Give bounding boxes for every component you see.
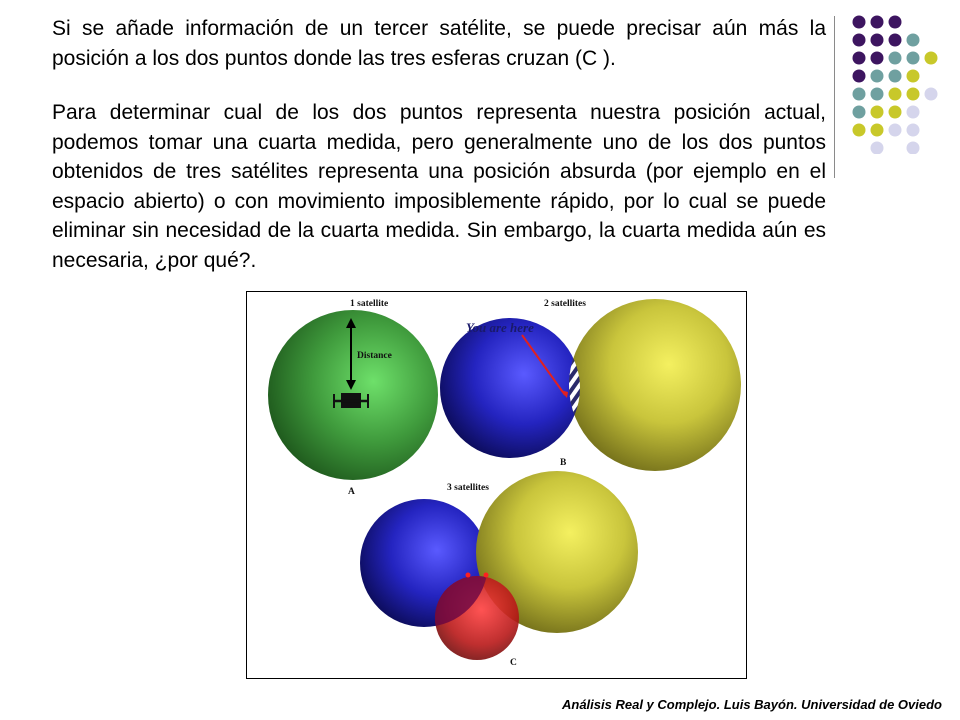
decorative-dot	[853, 124, 866, 137]
yellow-satellite-sphere	[569, 299, 741, 471]
decorative-dot	[853, 34, 866, 47]
panel-c-title: 3 satellites	[447, 483, 489, 493]
decorative-dot	[871, 16, 884, 29]
decorative-dot	[907, 34, 920, 47]
decorative-dot	[907, 70, 920, 83]
main-text	[52, 14, 826, 275]
decorative-dot-grid	[852, 14, 960, 154]
you-are-here-label: You are here	[466, 320, 534, 335]
decorative-dot	[853, 52, 866, 65]
decorative-dot	[871, 106, 884, 119]
distance-label: Distance	[357, 351, 392, 361]
decorative-dot	[871, 52, 884, 65]
divider-line	[834, 16, 835, 178]
decorative-dot	[889, 52, 902, 65]
decorative-dot	[889, 124, 902, 137]
footer-credit: Análisis Real y Complejo. Luis Bayón. Universidad de Oviedo	[562, 697, 942, 712]
panel-b-letter: B	[560, 458, 567, 468]
decorative-dot	[907, 52, 920, 65]
decorative-dot	[871, 88, 884, 101]
decorative-dot	[871, 142, 884, 155]
decorative-dot	[907, 142, 920, 155]
decorative-dot	[925, 88, 938, 101]
decorative-dot	[853, 88, 866, 101]
decorative-dot	[889, 88, 902, 101]
decorative-dot	[853, 70, 866, 83]
candidate-position-2	[484, 573, 489, 578]
decorative-dot	[889, 16, 902, 29]
decorative-dot	[907, 124, 920, 137]
decorative-dot	[889, 70, 902, 83]
panel-a-title: 1 satellite	[350, 299, 389, 309]
decorative-dot	[871, 70, 884, 83]
candidate-position-1	[466, 573, 471, 578]
decorative-dot	[871, 124, 884, 137]
panel-b-title: 2 satellites	[544, 299, 586, 309]
decorative-dot	[853, 16, 866, 29]
decorative-dot	[925, 52, 938, 65]
decorative-dot	[907, 106, 920, 119]
panel-a-letter: A	[348, 487, 355, 497]
decorative-dot	[871, 34, 884, 47]
paragraph-three-satellites: Si se añade información de un tercer satélite, se puede precisar aún más la posición a los dos puntos donde las tres esferas cruzan (C ).	[52, 17, 826, 70]
paragraph-fourth-measurement: Para determinar cual de los dos puntos representa nuestra posición actual, podemos tomar una cuarta medida, pero generalmente uno de los dos puntos obtenidos de tres satélites representa una posición absurda (por ejemplo en el espacio abierto) o con movimiento imposiblemente rápido, por lo cual se puede eliminar sin necesidad de la cuarta medida. Sin embargo, la cuarta medida aún es necesaria, ¿por qué?.	[52, 101, 826, 272]
panel-c-letter: C	[510, 658, 517, 668]
decorative-dot	[889, 106, 902, 119]
decorative-dot	[853, 106, 866, 119]
gps-trilateration-figure	[246, 291, 747, 679]
decorative-dot	[907, 88, 920, 101]
decorative-dot	[889, 34, 902, 47]
